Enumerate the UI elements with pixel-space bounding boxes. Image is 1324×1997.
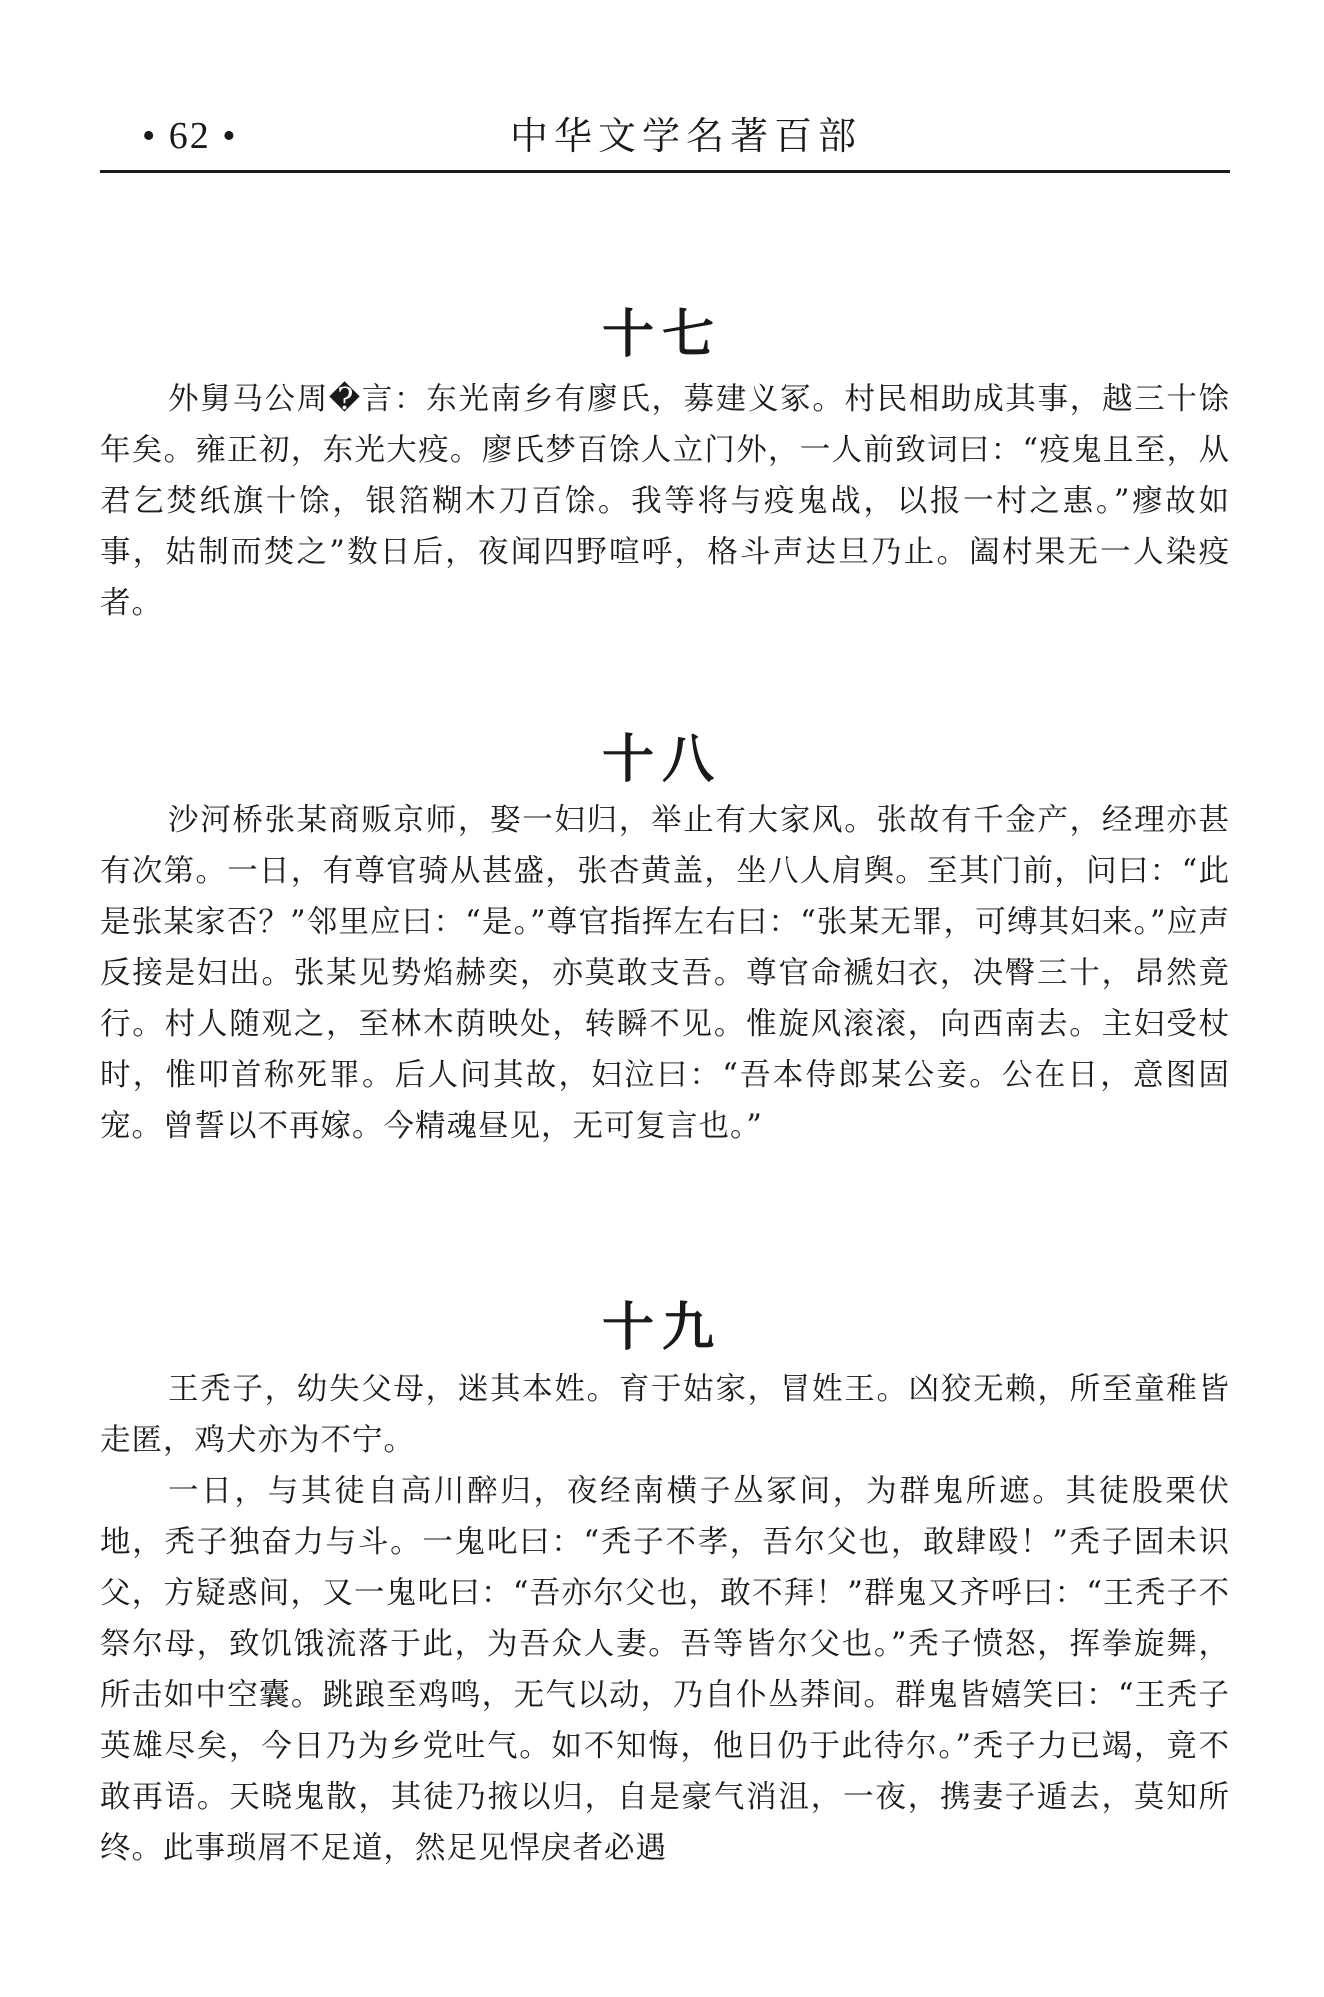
page-number: • 62 •	[142, 115, 238, 157]
section-heading-18: 十八	[601, 730, 722, 791]
section-17-paragraph-1: 外舅马公周�言：东光南乡有廖氏，募建义冢。村民相助成其事，越三十馀年矣。雍正初，东光大疫。廖氏梦百馀人立门外，一人前致词曰：“疫鬼且至，从君乞焚纸旗十馀，银箔糊木刀百馀。我等将与疫鬼战，以报一村之惠。”瘳故如事，姑制而焚之”数日后，夜闻四野喧呼，格斗声达旦乃止。阖村果无一人染疫者。	[100, 382, 1230, 621]
section-heading-19: 十九	[601, 1298, 722, 1359]
section-18-paragraph-1: 沙河桥张某商贩京师，娶一妇归，举止有大家风。张故有千金产，经理亦甚有次第。一日，有尊官骑从甚盛，张杏黄盖，坐八人肩舆。至其门前，问曰：“此是张某家否？”邻里应曰：“是。”尊官指挥左右曰：“张某无罪，可缚其妇来。”应声反接是妇出。张某见势焰赫奕，亦莫敢支吾。尊官命褫妇衣，决臀三十，昂然竟行。村人随观之，至林木荫映处，转瞬不见。惟旋风滚滚，向西南去。主妇受杖时，惟叩首称死罪。后人问其故，妇泣曰：“吾本侍郎某公妾。公在日，意图固宠。曾誓以不再嫁。今精魂昼见，无可复言也。”	[100, 803, 1230, 1144]
section-19-paragraph-2: 一日，与其徒自高川醉归，夜经南横子丛冢间，为群鬼所遮。其徒股栗伏地，秃子独奋力与斗。一鬼叱曰：“秃子不孝，吾尔父也，敢肆殴！”秃子固未识父，方疑惑间，又一鬼叱曰：“吾亦尔父也，敢不拜！”群鬼又齐呼曰：“王秃子不祭尔母，致饥饿流落于此，为吾众人妻。吾等皆尔父也。”秃子愤怒，挥拳旋舞，所击如中空囊。跳踉至鸡鸣，无气以动，乃自仆丛莽间。群鬼皆嬉笑曰：“王秃子英雄尽矣，今日乃为乡党吐气。如不知悔，他日仍于此待尔。”秃子力已竭，竟不敢再语。天晓鬼散，其徒乃掖以归，自是豪气消沮，一夜，携妻子遁去，莫知所终。此事琐屑不足道，然足见悍戾者必遇	[100, 1474, 1230, 1866]
section-19-paragraph-1: 王秃子，幼失父母，迷其本姓。育于姑家，冒姓王。凶狡无赖，所至童稚皆走匿，鸡犬亦为不宁。	[100, 1372, 1230, 1458]
section-heading-17: 十七	[601, 305, 722, 366]
book-title: 中华文学名著百部	[510, 114, 863, 158]
running-header	[100, 108, 1230, 173]
